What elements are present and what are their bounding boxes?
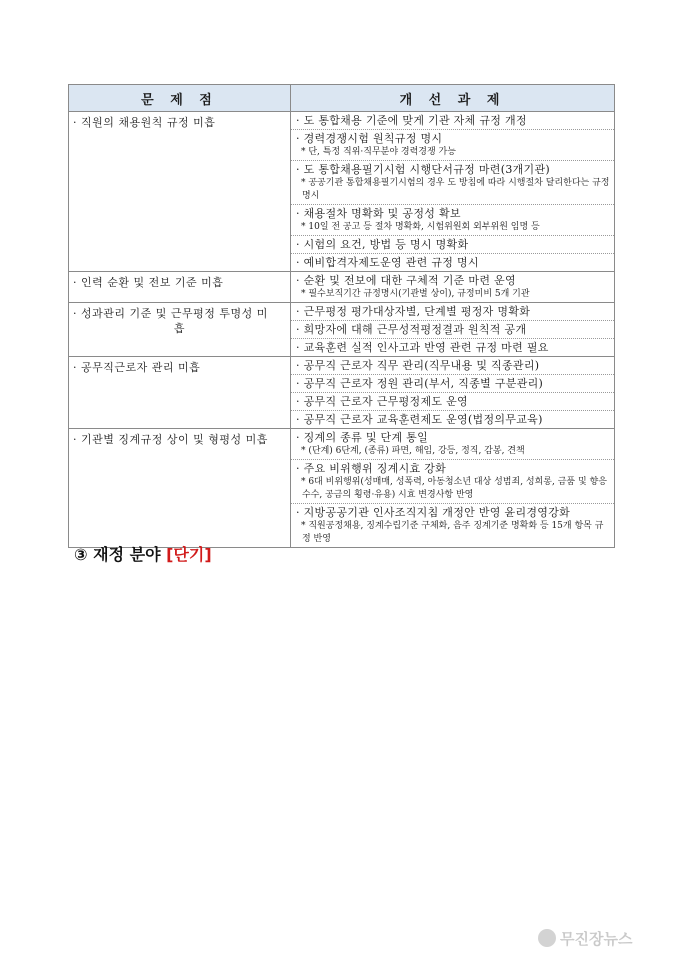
problem-text: · 공무직근로자 관리 미흡 [73,361,201,374]
task-cell [291,112,615,272]
task-main: · 희망자에 대해 근무성적평정결과 원칙적 공개 [296,323,527,336]
table-header-row [69,85,615,112]
task-note: * 공공기관 통합채용필기시험의 경우 도 방침에 따라 시행절차 달리한다는 규정명시 [301,178,610,201]
problem-cell [69,357,291,429]
task-item [291,235,614,253]
task-item [291,338,614,356]
task-cell [291,357,615,429]
table-row [69,303,615,357]
task-note: * 6대 비위행위(성매매, 성폭력, 아동청소년 대상 성범죄, 성희롱, 금품 및 향응 수수, 공금의 횡령·유용) 시효 변경사항 반영 [301,477,607,500]
task-item [291,410,614,428]
task-note: * (단계) 6단계, (종류) 파면, 해임, 강등, 정직, 감봉, 견책 [301,446,525,456]
problem-text: · 직원의 채용원칙 규정 미흡 [73,116,216,129]
header-problem: 문 제 점 [69,85,291,112]
task-note: * 10일 전 공고 등 절차 명확화, 시험위원회 외부위원 임명 등 [301,222,540,232]
task-main: · 지방공공기관 인사조직지침 개정안 반영 윤리경영강화 [296,506,571,519]
task-main: · 채용절차 명확화 및 공정성 확보 [296,207,461,220]
logo-icon [538,929,556,947]
task-item [291,392,614,410]
task-item [291,272,614,302]
task-item [291,357,614,374]
task-note: * 단, 특정 직위·직무분야 경력경쟁 가능 [301,147,456,157]
task-item [291,204,614,235]
task-main: · 공무직 근로자 근무평정제도 운영 [296,395,468,408]
problem-cell [69,429,291,548]
task-item [291,459,614,503]
problem-text: · 인력 순환 및 전보 기준 미흡 [73,276,224,289]
task-main: · 순환 및 전보에 대한 구체적 기준 마련 운영 [296,274,516,287]
task-note: * 직원공정채용, 징계수립기준 구체화, 음주 징계기준 명확화 등 15개 항목 규정 반영 [301,521,604,544]
task-item [291,320,614,338]
task-item [291,129,614,160]
section-number: ③ [74,545,88,564]
problem-cell [69,272,291,303]
task-item [291,160,614,204]
task-main: · 징계의 종류 및 단계 통일 [296,431,429,444]
task-item [291,253,614,271]
task-main: · 도 통합채용 기준에 맞게 기관 자체 규정 개정 [296,114,527,127]
problem-text: · 성과관리 기준 및 근무평정 투명성 미 [73,307,268,320]
task-note: * 필수보직기간 규정명시(기관별 상이), 규정미비 5개 기관 [301,289,530,299]
watermark-text: 무진장뉴스 [560,929,633,948]
task-main: · 근무평정 평가대상자별, 단계별 평정자 명확화 [296,305,531,318]
task-cell [291,272,615,303]
problem-text-cont: 흡 [173,322,186,335]
task-main: · 공무직 근로자 직무 관리(직무내용 및 직종관리) [296,359,540,372]
task-main: · 예비합격자제도운영 관련 규정 명시 [296,256,479,269]
task-cell [291,429,615,548]
task-item [291,303,614,320]
task-cell [291,303,615,357]
task-main: · 공무직 근로자 교육훈련제도 운영(법정의무교육) [296,413,543,426]
header-task: 개 선 과 제 [291,85,615,112]
section-tag: [단기] [166,545,212,564]
task-item [291,374,614,392]
section-heading [74,542,212,565]
task-main: · 도 통합채용필기시험 시행단서규정 마련(3개기관) [296,163,550,176]
table-row [69,112,615,272]
watermark [538,926,670,950]
task-main: · 시험의 요건, 방법 등 명시 명확화 [296,238,469,251]
reform-table [68,84,615,548]
section-title: 재정 분야 [93,545,161,564]
task-item [291,503,614,547]
table-row [69,429,615,548]
problem-cell [69,112,291,272]
task-item [291,112,614,129]
task-main: · 교육훈련 실적 인사고과 반영 관련 규정 마련 필요 [296,341,549,354]
task-main: · 공무직 근로자 정원 관리(부서, 직종별 구분관리) [296,377,544,390]
task-main: · 경력경쟁시험 원칙규정 명시 [296,132,443,145]
task-item [291,429,614,459]
problem-cell [69,303,291,357]
problem-text: · 기관별 징계규정 상이 및 형평성 미흡 [73,433,268,446]
table-row [69,272,615,303]
task-main: · 주요 비위행위 징계시효 강화 [296,462,447,475]
table-row [69,357,615,429]
